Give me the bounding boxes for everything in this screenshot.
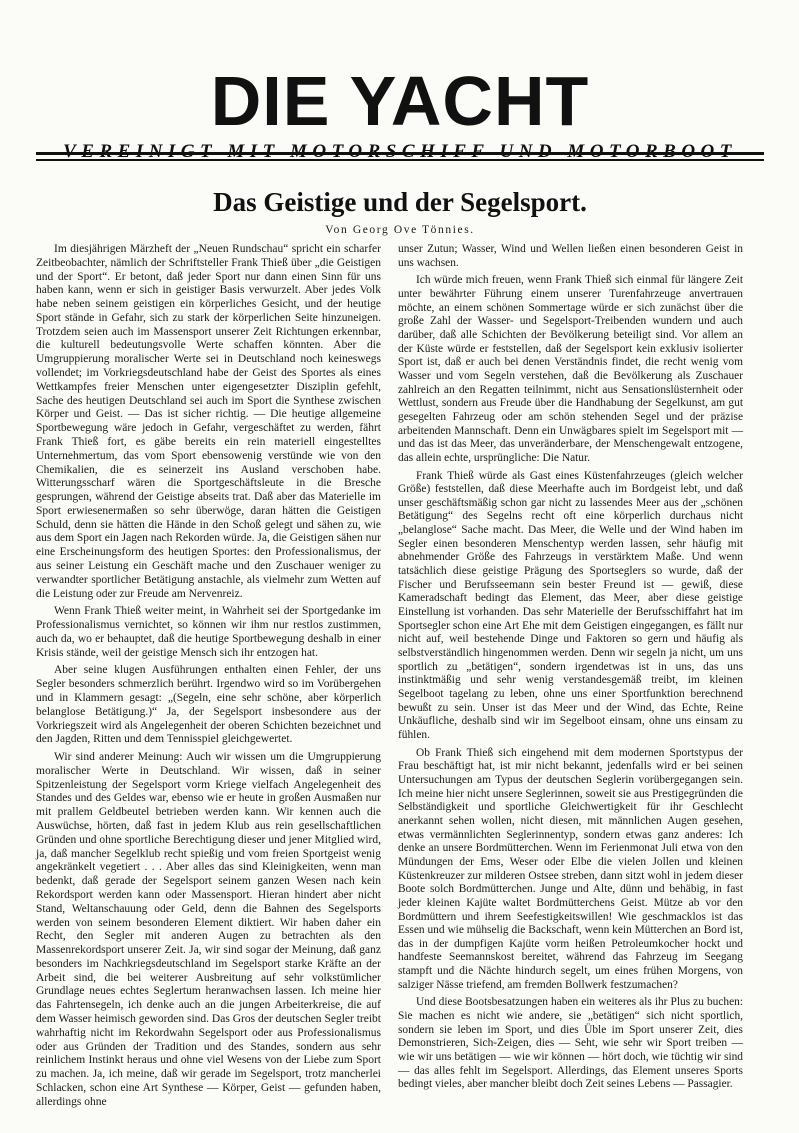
masthead-rule-thin <box>36 159 764 161</box>
paragraph: Ob Frank Thieß sich eingehend mit dem modernen Sportstypus der Frau beschäftigt hat, ist mir nicht bekannt, jedenfalls wird er bei seinen Untersuchungen am Typus der deutschen Seglerin vorübergegangen sein. Ich meine hier nicht unsere Seglerinnen, soweit sie aus Prestigegründen die Selbständigkeit und sportliche Gleichwertigkeit für ihr Geschlecht anerkannt sehen wollen, nicht diesen, mit männlichen Augen gesehen, etwas vermännlichten Seglerinnentyp, sondern etwas ganz anderes: Ich denke an unsere Bordmütterchen. Wenn im Ferienmonat Juli etwa von den Mündungen der Ems, Weser oder Elbe die vielen Jollen und kleinen Küstenkreuzer zur milderen Ostsee streben, dann sitzt wohl in jedem dieser Boote solch Bordmütterchen. Junge und Alte, dünn und behäbig, in fast jeder kleinen Kajüte waltet Bordmütterchens Geist. Mütze ab vor den Bordmüttern und ihrem Seefestigkeitswillen! Wie geschmacklos ist das Essen und wie mühselig die Backschaft, wenn kein Mütterchen an Bord ist, das in der dumpfigen Kajüte vorm heißen Petroleumkocher hockt und handfeste Seemannskost bereitet, während das Fahrzeug im Seegang stampft und die Nächte hindurch segelt, um eines frühen Morgens, von salziger Nässe triefend, am fremden Bollwerk festzumachen? <box>398 746 743 991</box>
paragraph: Aber seine klugen Ausführungen enthalten einen Fehler, der uns Segler besonders schmerzlich berührt. Irgendwo wird so im Vorübergehen und in Klammern gesagt: „(Segeln, eine sehr schöne, aber körperlich belanglose Betätigung.)“ Ja, der Segelsport insbesondere aus der Vorkriegszeit wird als Angelegenheit der oberen Schichten bezeichnet und den Jagden, Ritten und dem Tennisspiel gleichgewertet. <box>36 664 381 746</box>
paragraph: Frank Thieß würde als Gast eines Küstenfahrzeuges (gleich welcher Größe) feststellen, daß diese Meerhafte auch im Bordgeist lebt, und daß unser geschäftsmäßig schon gar nicht zu lassendes Meer aus der „schönen Betätigung“ des Segelns recht oft eine körperlich durchaus nicht „belanglose“ Sache macht. Das Meer, die Welle und der Wind haben im Segler einen besonderen Menschentyp werden lassen, sehr häufig mit abnehmender Größe des Fahrzeugs in verstärktem Maße. Und wenn tatsächlich diese geistige Prägung des Sportseglers so wurde, daß der Fischer und Berufsseemann sein bester Freund ist — gewiß, diese Kameradschaft bedingt das Element, das Meer, aber diese geistige Einstellung ist vorhanden. Das sehr Materielle der Berufsschiffahrt hat im Sportsegler schon eine Art Ehe mit dem Geistigen eingegangen, es fällt nur nicht auf, weil bestehende Dinge und Faktoren so gern und häufig als selbstverständlich hingenommen werden. Denn wir segeln ja nicht, um uns sportlich zu „betätigen“, sondern irgendetwas ist in uns, das uns instinktmäßig und sehr wenig verstandesgemäß treibt, im kleinen Segelboot tagelang zu leben, ohne uns einer Sportfunktion berechnend bewußt zu sein. Unser ist das Meer und der Wind, das Echte, Reine Unkäufliche, deshalb sind wir im Segelboot einsam, ohne uns einsam zu fühlen. <box>398 469 743 741</box>
masthead-rule-thick <box>36 152 764 155</box>
paragraph: Wir sind anderer Meinung: Auch wir wissen um die Umgruppierung moralischer Werte in Deutschland. Wir wissen, daß in seiner Spitzenleistung der Segelsport vorm Kriege vielfach Angelegenheit des Standes und des Geldes war, ebenso wie er heute in großen Ausmaßen nur mit prallem Geldbeutel betrieben werden kann. Wir kennen auch die Auswüchse, hörten, daß fast in jedem Klub aus rein gesellschaftlichen Gründen und ohne sportliche Berechtigung dieser und jener Mitglied wird, ja, daß mancher Segelklub recht spießig und vom freien Sportgeist wenig angekränkelt vegetiert . . . Aber alles das sind Kleinigkeiten, wenn man bedenkt, daß gerade der Segelsport seinem ganzen Wesen nach kein Rekordsport werden kann oder Massensport. Hieran hindert aber nicht Stand, Weltanschauung oder Geld, denn die Bahnen des Segelsports werden von seinem besonderen Element diktiert. Wir haben daher ein Recht, den Segler mit anderen Augen zu betrachten als den Massenrekordsport unserer Zeit. Ja, wir sind sogar der Meinung, daß ganz besonders im Nachkriegsdeutschland im Segelsport starke Kräfte an der Arbeit sind, die bei weiterer Ausbreitung auf sehr volkstümlicher Grundlage neues echtes Seglertum heranwachsen lassen. Ich meine hier das Fahrtensegeln, ich denke auch an die jungen Arbeiterkreise, die auf dem Wasser heimisch geworden sind. Das Gros der deutschen Segler treibt wahrhaftig nicht im Rekordwahn Segelsport oder aus Professionalismus oder aus Gründen der Tradition und des Standes, sondern aus sehr reinlichem Instinkt heraus und ohne viel Wesens von der Liebe zum Sport zu machen. Ja, ich meine, daß wir gerade im Segelsport, trotz mancherlei Schlacken, schon eine Art Synthese — Körper, Geist — gefunden haben, allerdings ohne <box>36 751 381 1108</box>
paragraph: Wenn Frank Thieß weiter meint, in Wahrheit sei der Sportgedanke im Professionalismus vernichtet, so können wir ihm nur restlos zustimmen, auch da, wo er behauptet, daß die heutige Sportbewegung deshalb in einer Krisis stände, weil der geistige Mensch sich ihr entzogen hat. <box>36 605 381 659</box>
article-left-column <box>36 243 381 1109</box>
article-author: Von Georg Ove Tönnies. <box>325 224 475 236</box>
paragraph: Ich würde mich freuen, wenn Frank Thieß sich einmal für längere Zeit unter bewährter Führung einem unserer Turenfahrzeuge anvertrauen möchte, an einem schönen Sommertage würde er sich zunächst über die große Zahl der Wasser- und Segelsport-Treibenden wundern und auch darüber, daß alle Schichten der Bevölkerung beteiligt sind. Vor allem an der Küste würde er feststellen, daß der Segelsport kein exklusiv isolierter Sport ist, daß er auch bei denen Verständnis findet, die recht wenig vom Wasser und vom Segeln verstehen, daß die Bevölkerung als Zuschauer zahlreich an den Regatten teilnimmt, nicht aus Sensationslüsternheit oder Wettlust, sondern aus Freude über die Handhabung der Segelkunst, am gut gesegelten Fahrzeug oder am schön stehenden Segel und der präzise arbeitenden Mannschaft. Denn ein Unwägbares spielt im Segelsport mit — und das ist das Meer, das unveränderbare, der Menschengewalt entzogene, das allein echte, ursprüngliche: Die Natur. <box>398 274 743 464</box>
article-title: Das Geistige und der Segelsport. <box>213 187 587 217</box>
article-right-column <box>398 243 743 1092</box>
paragraph: Und diese Bootsbesatzungen haben ein weiteres als ihr Plus zu buchen: Sie machen es nicht wie andere, sie „betätigen“ sich nicht sportlich, sondern sie leben im Sport, und dies Üble im Sport unserer Zeit, dies Demonstrieren, Sich-Zeigen, dies — Seht, wie sehr wir Sport treiben — wie wir uns betätigen — wie wir können — hört doch, wie tüchtig wir sind — das alles fehlt im Segelsport. Allerdings, das Element unseres Sports bedingt vieles, aber mancher bleibt doch Zeit seines Lebens — Passagier. <box>398 996 743 1091</box>
magazine-title: DIE YACHT <box>210 62 590 140</box>
masthead <box>40 62 760 164</box>
paragraph: Im diesjährigen Märzheft der „Neuen Rundschau“ spricht ein scharfer Zeitbeobachter, nämlich der Schriftsteller Frank Thieß über „die Geistigen und der Sport“. Er betont, daß jeder Sport nur dann einen Sinn für uns haben kann, wenn er sich in geistiger Basis verwurzelt. Aber jedes Volk habe neben seinem geistigen ein körperliches Gesicht, und der heutige Sport stände in Gefahr, sich zu stark der körperlichen Seite hinzuneigen. Trotzdem seien auch im Massensport unserer Zeit Richtungen erkennbar, die kulturell bedeutungsvolle Werte schaffen könnten. Aber die Umgruppierung moralischer Werte sei in Deutschland noch keineswegs vollendet; im Vorkriegsdeutschland habe der Geist des Sportes als eines Wettkampfes freier Menschen unter eigengesetzter Disziplin gefehlt, Sache des heutigen Deutschland sei auch im Sport die Synthese zwischen Körper und Geist. — Das ist sicher richtig. — Die heutige allgemeine Sportbewegung wäre jedoch in Gefahr, vergeschäftet zu werden, fährt Frank Thieß fort, es gäbe bereits ein rein materiell eingestelltes Unternehmertum, das vom Sport ebensowenig verstünde wie von den Chemikalien, die es seinerzeit ins Ausland verschoben habe. Witterungsscharf wären die Sportgeschäftsleute in die Bresche gesprungen, während der Geistige abseits trat. Daß aber das Materielle im Sport erwiesenermaßen so sehr überwöge, daran hätten die Geistigen Schuld, denn sie hätten die Hände in den Schoß gelegt und sähen zu, wie aus dem Sport ein Jagen nach Rekorden würde. Ja, die Geistigen sähen nur eine Erscheinungsform des heutigen Sportes: den Professionalismus, der aus seiner Leistung ein Geschäft mache und den Zuschauer weniger zu verwandter sportlicher Betätigung anstachle, als vielmehr zum Wetten auf die Leistung oder zur Freude am Nervenreiz. <box>36 243 381 600</box>
paragraph: unser Zutun; Wasser, Wind und Wellen ließen einen besonderen Geist in uns wachsen. <box>398 243 743 269</box>
